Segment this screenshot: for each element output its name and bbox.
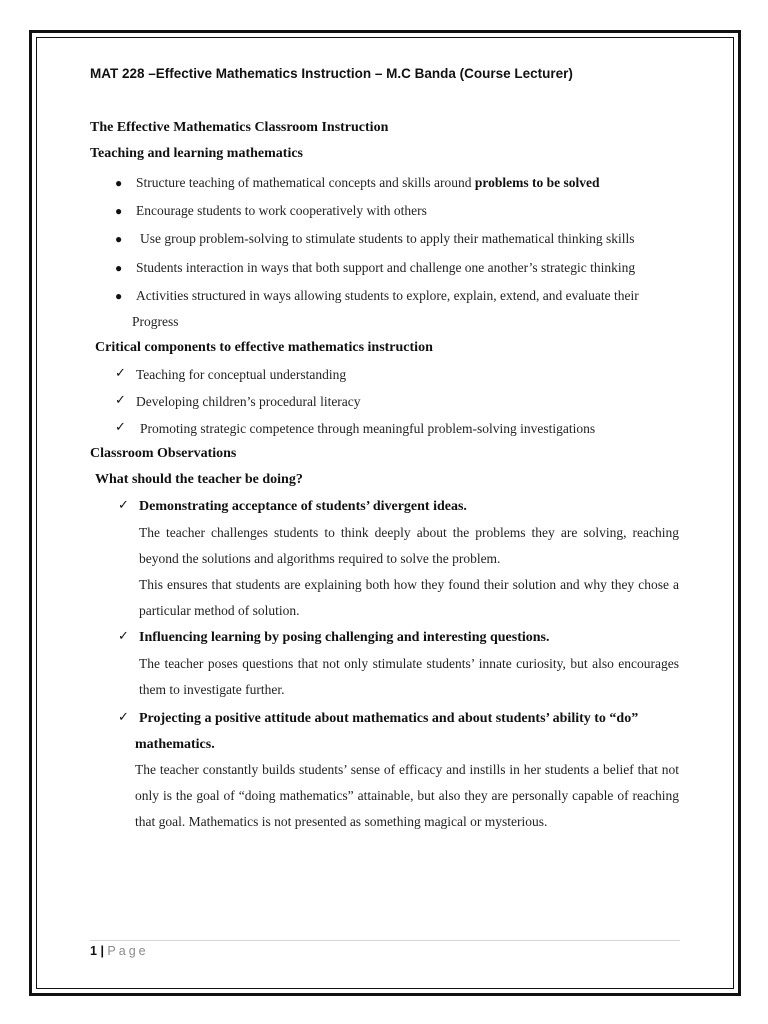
point-paragraph: The teacher challenges students to think deeply about the problems they are solving, reaching beyond the solutions and algorithms required to solve the problem. — [139, 525, 679, 566]
page-footer — [90, 944, 149, 958]
bullet-dot-icon: ● — [115, 289, 123, 303]
bullet-dot-icon: ● — [115, 204, 123, 218]
page-label: Page — [107, 944, 149, 958]
point-heading: Demonstrating acceptance of students’ divergent ideas. — [139, 499, 467, 514]
point-paragraph: The teacher poses questions that not only stimulate students’ innate curiosity, but also encourages them to investigate further. — [139, 656, 679, 697]
checkmark-icon: ✓ — [118, 629, 129, 644]
checkmark-icon: ✓ — [118, 498, 129, 513]
checkmark-icon: ✓ — [115, 366, 126, 381]
page-number: 1 — [90, 944, 97, 958]
checkmark-icon: ✓ — [115, 420, 126, 435]
bullet-item: Students interaction in ways that both support and challenge one another’s strategic thinking — [136, 260, 636, 275]
components-title: Critical components to effective mathematics instruction — [95, 340, 433, 355]
header-title: MAT 228 –Effective Mathematics Instruction – M.C Banda (Course Lecturer) — [90, 66, 573, 81]
footer-separator: | — [100, 944, 104, 958]
section-subtitle: Teaching and learning mathematics — [90, 146, 303, 161]
section-title: The Effective Mathematics Classroom Instruction — [90, 120, 389, 135]
bullet-item: Encourage students to work cooperatively with others — [136, 203, 427, 218]
check-item: Developing children’s procedural literacy — [136, 394, 361, 409]
bullet-dot-icon: ● — [115, 176, 123, 190]
bullet-dot-icon: ● — [115, 232, 123, 246]
bullet-dot-icon: ● — [115, 261, 123, 275]
point-heading-continuation: mathematics. — [135, 737, 215, 752]
bullet-item: Activities structured in ways allowing students to explore, explain, extend, and evaluate their — [136, 288, 639, 303]
point-heading: Influencing learning by posing challenging and interesting questions. — [139, 630, 550, 645]
check-item: Promoting strategic competence through meaningful problem-solving investigations — [140, 421, 596, 436]
point-paragraph: The teacher constantly builds students’ sense of efficacy and instills in her students a belief that not only is the goal of “doing mathematics” attainable, but also they are personally capable of reaching that goal. Mathematics is not presented as something magical or mysterious. — [135, 762, 679, 829]
observations-question: What should the teacher be doing? — [95, 472, 303, 487]
bullet-bold-text: problems to be solved — [474, 175, 600, 190]
bullet-continuation: Progress — [132, 314, 179, 329]
point-heading: Projecting a positive attitude about mathematics and about students’ ability to “do” — [139, 711, 639, 726]
footer-divider — [90, 940, 680, 941]
check-item: Teaching for conceptual understanding — [136, 367, 347, 382]
point-paragraph: This ensures that students are explaining both how they found their solution and why they chose a particular method of solution. — [139, 577, 679, 618]
checkmark-icon: ✓ — [118, 710, 129, 725]
checkmark-icon: ✓ — [115, 393, 126, 408]
bullet-text: Structure teaching of mathematical concepts and skills around — [136, 175, 475, 190]
bullet-item: Use group problem-solving to stimulate students to apply their mathematical thinking skills — [140, 231, 635, 246]
bullet-item — [136, 175, 600, 191]
observations-title: Classroom Observations — [90, 446, 237, 461]
